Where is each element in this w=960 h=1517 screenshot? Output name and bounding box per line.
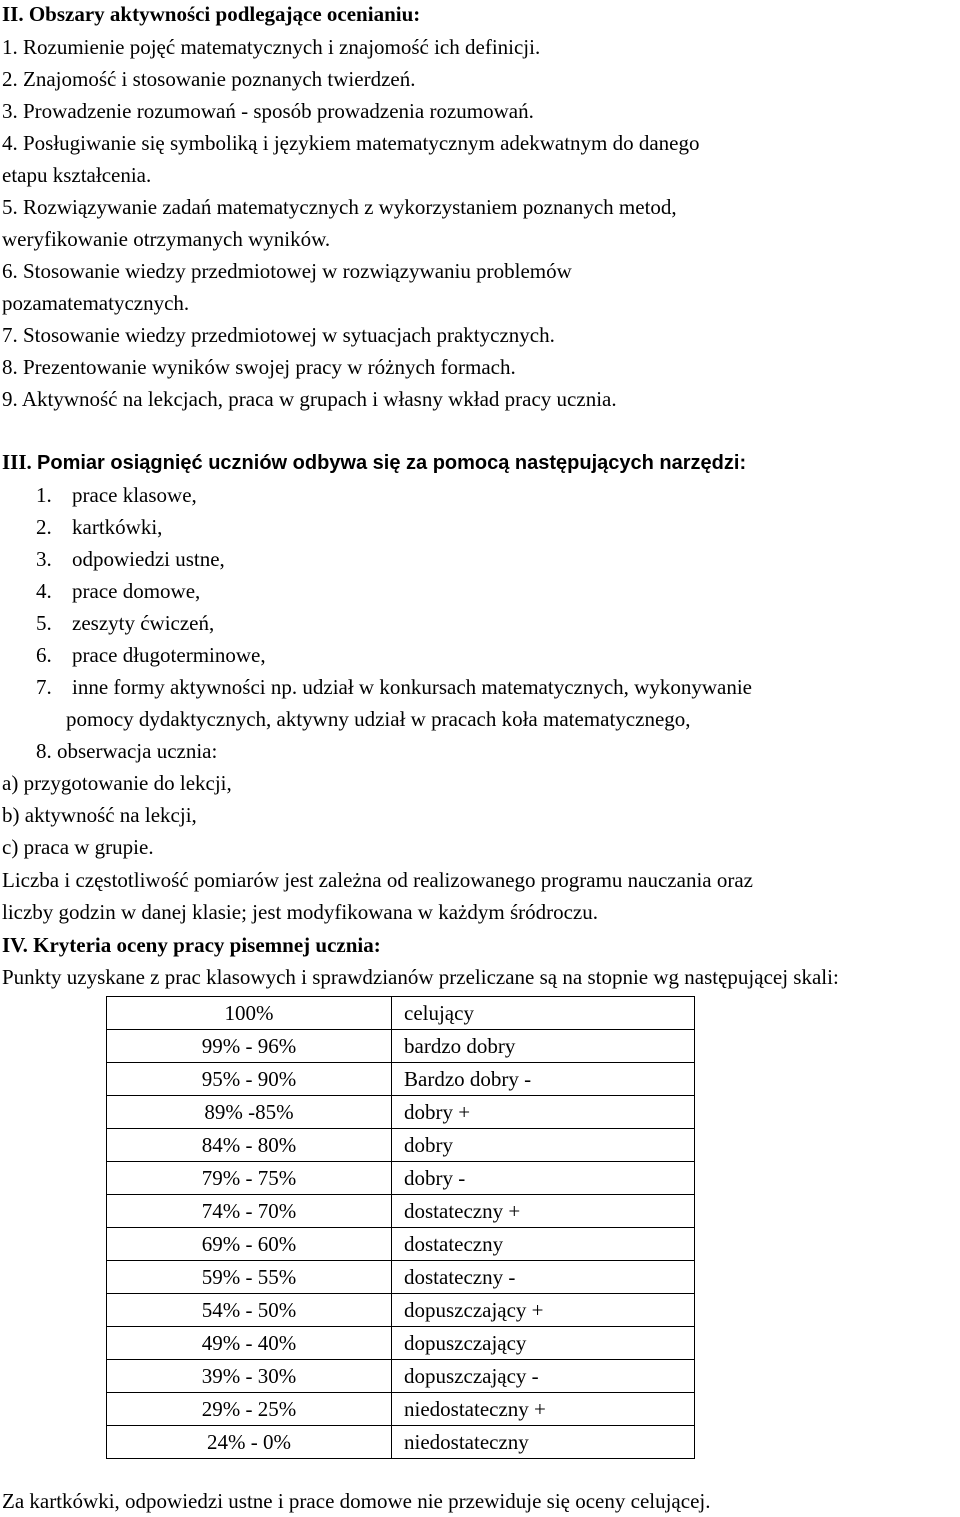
percent-range: 59% - 55% (107, 1261, 392, 1294)
list-item (36, 577, 200, 605)
percent-range: 84% - 80% (107, 1129, 392, 1162)
table-row (107, 1096, 695, 1129)
table-row (107, 1030, 695, 1063)
grade-label: dostateczny - (392, 1261, 695, 1294)
percent-range: 69% - 60% (107, 1228, 392, 1261)
grade-label: dopuszczający - (392, 1360, 695, 1393)
list-item (36, 609, 214, 637)
percent-range: 54% - 50% (107, 1294, 392, 1327)
section-4-title: IV. Kryteria oceny pracy pisemnej ucznia: (2, 933, 381, 957)
list-item-text: odpowiedzi ustne, (72, 547, 225, 571)
list-item-number: 1. (36, 483, 52, 507)
table-row (107, 1360, 695, 1393)
percent-range: 49% - 40% (107, 1327, 392, 1360)
grade-label: dobry + (392, 1096, 695, 1129)
table-row (107, 1261, 695, 1294)
list-item (36, 673, 752, 701)
list-item (36, 545, 225, 573)
list-item-text: kartkówki, (72, 515, 163, 539)
grade-label: Bardzo dobry - (392, 1063, 695, 1096)
percent-range: 89% -85% (107, 1096, 392, 1129)
list-item (36, 481, 197, 509)
table-row (107, 1294, 695, 1327)
section-2-line: 3. Prowadzenie rozumowań - sposób prowadzenia rozumowań. (2, 99, 534, 123)
list-item-number: 4. (36, 579, 52, 603)
frequency-text: Liczba i częstotliwość pomiarów jest zależna od realizowanego programu nauczania oraz (2, 868, 753, 892)
grading-scale-table (106, 996, 695, 1459)
section-2-title: II. Obszary aktywności podlegające ocenianiu: (2, 2, 421, 26)
percent-range: 95% - 90% (107, 1063, 392, 1096)
grade-label: celujący (392, 997, 695, 1030)
section-3-title: Pomiar osiągnięć uczniów odbywa się za pomocą następujących narzędzi: (37, 452, 747, 474)
section-3-roman: III. (2, 450, 32, 474)
grade-label: dobry - (392, 1162, 695, 1195)
grading-intro: Punkty uzyskane z prac klasowych i sprawdzianów przeliczane są na stopnie wg następującej skali: (2, 965, 839, 989)
section-2-line: weryfikowanie otrzymanych wyników. (2, 227, 331, 251)
section-2-line: 1. Rozumienie pojęć matematycznych i znajomość ich definicji. (2, 35, 541, 59)
frequency-text: liczby godzin w danej klasie; jest modyfikowana w każdym śródroczu. (2, 900, 598, 924)
sub-item: c) praca w grupie. (2, 835, 154, 859)
list-item-number: 7. (36, 675, 52, 699)
list-item-number: 2. (36, 515, 52, 539)
list-item-continuation: pomocy dydaktycznych, aktywny udział w pracach koła matematycznego, (66, 707, 691, 731)
sub-item: b) aktywność na lekcji, (2, 803, 197, 827)
section-2-line: 8. Prezentowanie wyników swojej pracy w różnych formach. (2, 355, 516, 379)
section-3-heading (2, 448, 746, 477)
table-row (107, 1063, 695, 1096)
percent-range: 39% - 30% (107, 1360, 392, 1393)
grade-label: dostateczny (392, 1228, 695, 1261)
percent-range: 100% (107, 997, 392, 1030)
sub-item: a) przygotowanie do lekcji, (2, 771, 232, 795)
grade-label: niedostateczny + (392, 1393, 695, 1426)
table-row (107, 1228, 695, 1261)
section-2-line: 2. Znajomość i stosowanie poznanych twierdzeń. (2, 67, 416, 91)
table-row (107, 1129, 695, 1162)
table-row (107, 1393, 695, 1426)
percent-range: 74% - 70% (107, 1195, 392, 1228)
list-item (36, 641, 266, 669)
footer-note: Za kartkówki, odpowiedzi ustne i prace domowe nie przewiduje się oceny celującej. (2, 1489, 711, 1513)
section-2-line: 6. Stosowanie wiedzy przedmiotowej w rozwiązywaniu problemów (2, 259, 572, 283)
section-2-line: 4. Posługiwanie się symboliką i językiem matematycznym adekwatnym do danego (2, 131, 700, 155)
list-item: 8. obserwacja ucznia: (36, 739, 218, 763)
table-row (107, 1327, 695, 1360)
list-item-number: 3. (36, 547, 52, 571)
section-2-line: 5. Rozwiązywanie zadań matematycznych z wykorzystaniem poznanych metod, (2, 195, 677, 219)
section-2-line: etapu kształcenia. (2, 163, 152, 187)
list-item-text: zeszyty ćwiczeń, (72, 611, 215, 635)
list-item-text: prace długoterminowe, (72, 643, 266, 667)
table-row (107, 1162, 695, 1195)
grade-label: dobry (392, 1129, 695, 1162)
percent-range: 29% - 25% (107, 1393, 392, 1426)
list-item-number: 6. (36, 643, 52, 667)
list-item (36, 513, 162, 541)
percent-range: 79% - 75% (107, 1162, 392, 1195)
percent-range: 24% - 0% (107, 1426, 392, 1459)
table-row (107, 1195, 695, 1228)
grade-label: dopuszczający + (392, 1294, 695, 1327)
table-row (107, 997, 695, 1030)
section-2-line: 7. Stosowanie wiedzy przedmiotowej w sytuacjach praktycznych. (2, 323, 555, 347)
list-item-text: inne formy aktywności np. udział w konkursach matematycznych, wykonywanie (72, 675, 752, 699)
section-2-line: 9. Aktywność na lekcjach, praca w grupach i własny wkład pracy ucznia. (2, 387, 617, 411)
percent-range: 99% - 96% (107, 1030, 392, 1063)
grade-label: dostateczny + (392, 1195, 695, 1228)
list-item-text: prace klasowe, (72, 483, 197, 507)
grade-label: bardzo dobry (392, 1030, 695, 1063)
grade-label: niedostateczny (392, 1426, 695, 1459)
list-item-text: prace domowe, (72, 579, 201, 603)
section-2-line: pozamatematycznych. (2, 291, 190, 315)
table-row (107, 1426, 695, 1459)
grade-label: dopuszczający (392, 1327, 695, 1360)
list-item-number: 5. (36, 611, 52, 635)
